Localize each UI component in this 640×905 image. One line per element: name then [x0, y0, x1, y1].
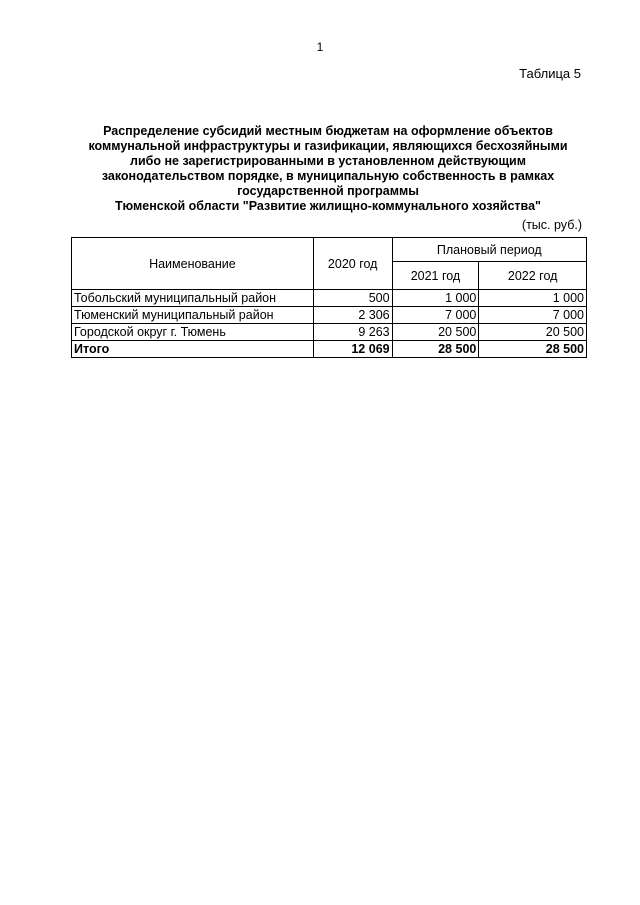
- total-2021: 28 500: [392, 341, 479, 358]
- row-2020: 500: [313, 290, 392, 307]
- header-row: [72, 238, 587, 262]
- total-name: Итого: [72, 341, 314, 358]
- title-line: государственной программы: [237, 184, 419, 198]
- total-2022: 28 500: [479, 341, 587, 358]
- table-label: Таблица 5: [519, 66, 581, 81]
- title-line: законодательством порядке, в муниципальную собственность в рамках: [101, 169, 555, 183]
- total-row: [72, 341, 587, 358]
- title-line: коммунальной инфраструктуры и газификации, являющихся бесхозяйными: [88, 139, 568, 153]
- row-name: Тобольский муниципальный район: [72, 290, 314, 307]
- page-number: 1: [316, 40, 324, 54]
- row-2022: 20 500: [479, 324, 587, 341]
- row-2020: 9 263: [313, 324, 392, 341]
- title-line: Распределение субсидий местным бюджетам на оформление объектов: [103, 124, 553, 138]
- table-row: [72, 324, 587, 341]
- row-2021: 1 000: [392, 290, 479, 307]
- row-2022: 1 000: [479, 290, 587, 307]
- table-row: [72, 307, 587, 324]
- row-2021: 7 000: [392, 307, 479, 324]
- subsidy-table: [71, 237, 587, 358]
- row-2021: 20 500: [392, 324, 479, 341]
- title-line: Тюменской области "Развитие жилищно-коммунального хозяйства": [115, 199, 541, 213]
- header-2022: 2022 год: [479, 262, 587, 290]
- units-label: (тыс. руб.): [521, 218, 582, 232]
- header-2020: 2020 год: [313, 238, 392, 290]
- title-line: либо не зарегистрированными в установленном действующим: [130, 154, 526, 168]
- total-2020: 12 069: [313, 341, 392, 358]
- row-2020: 2 306: [313, 307, 392, 324]
- row-name: Городской округ г. Тюмень: [72, 324, 314, 341]
- table-row: [72, 290, 587, 307]
- header-planning-period: Плановый период: [392, 238, 586, 262]
- row-name: Тюменский муниципальный район: [72, 307, 314, 324]
- header-name: Наименование: [72, 238, 314, 290]
- header-2021: 2021 год: [392, 262, 479, 290]
- row-2022: 7 000: [479, 307, 587, 324]
- document-title: [70, 124, 586, 214]
